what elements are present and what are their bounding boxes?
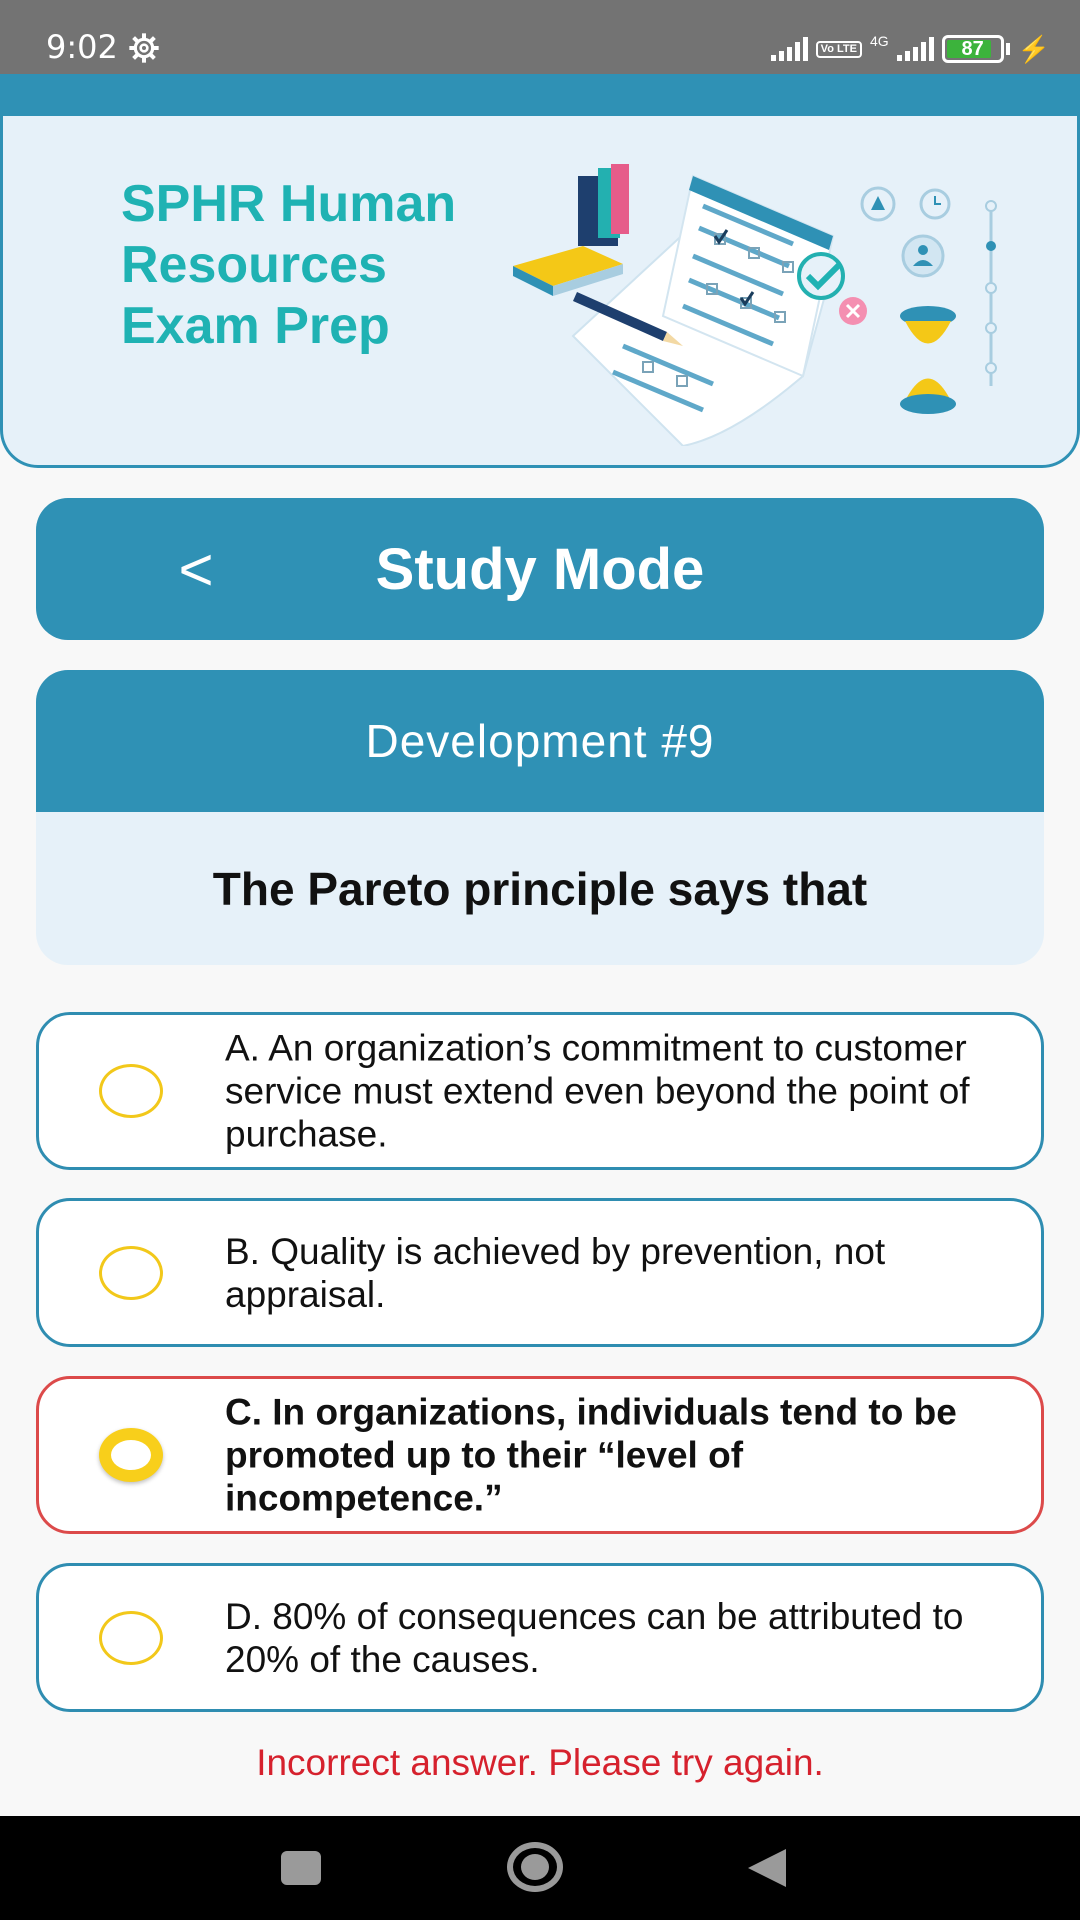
battery-level: 87 [961, 37, 984, 60]
battery-tip [1006, 43, 1010, 55]
radio-icon[interactable] [99, 1246, 163, 1300]
volte-badge: Vo LTE [816, 41, 862, 58]
nav-recent-icon[interactable] [281, 1851, 321, 1885]
banner [0, 116, 1080, 468]
signal-icon [771, 37, 808, 61]
battery-icon [942, 35, 1004, 63]
question-card [36, 670, 1044, 965]
nav-back-icon[interactable] [748, 1849, 786, 1887]
radio-icon[interactable] [99, 1064, 163, 1118]
charging-icon: ⚡ [1017, 33, 1050, 64]
status-indicators [771, 32, 1050, 66]
answer-option-text: A. An organization’s commitment to customer service must extend even beyond the point of purchase. [225, 1027, 970, 1155]
answer-option-d[interactable] [36, 1563, 1044, 1712]
radio-icon[interactable] [99, 1611, 163, 1665]
answer-option-a[interactable] [36, 1012, 1044, 1170]
feedback-message: Incorrect answer. Please try again. [256, 1742, 824, 1783]
exam-illustration-icon [503, 146, 1023, 446]
status-bar [0, 0, 1080, 74]
study-mode-title: Study Mode [375, 536, 705, 602]
radio-selected-icon[interactable] [99, 1428, 163, 1482]
app-bar [0, 74, 1080, 118]
banner-title: SPHR Human Resources Exam Prep [121, 175, 457, 355]
gear-icon [128, 32, 160, 64]
answer-option-text: C. In organizations, individuals tend to be promoted up to their “level of incompetence.” [225, 1391, 957, 1519]
nav-home-icon[interactable] [507, 1842, 563, 1892]
network-type: 4G [869, 33, 889, 49]
answer-option-c[interactable] [36, 1376, 1044, 1534]
signal-icon-2 [897, 37, 934, 61]
answer-option-text: B. Quality is achieved by prevention, not appraisal. [225, 1230, 886, 1315]
answer-option-b[interactable] [36, 1198, 1044, 1347]
back-chevron-icon[interactable]: < [178, 535, 214, 603]
question-heading: Development #9 [36, 670, 1044, 812]
study-mode-header [36, 498, 1044, 640]
status-time: 9:02 [46, 28, 118, 66]
question-text: The Pareto principle says that [212, 862, 868, 915]
answer-option-text: D. 80% of consequences can be attributed to 20% of the causes. [225, 1595, 964, 1680]
